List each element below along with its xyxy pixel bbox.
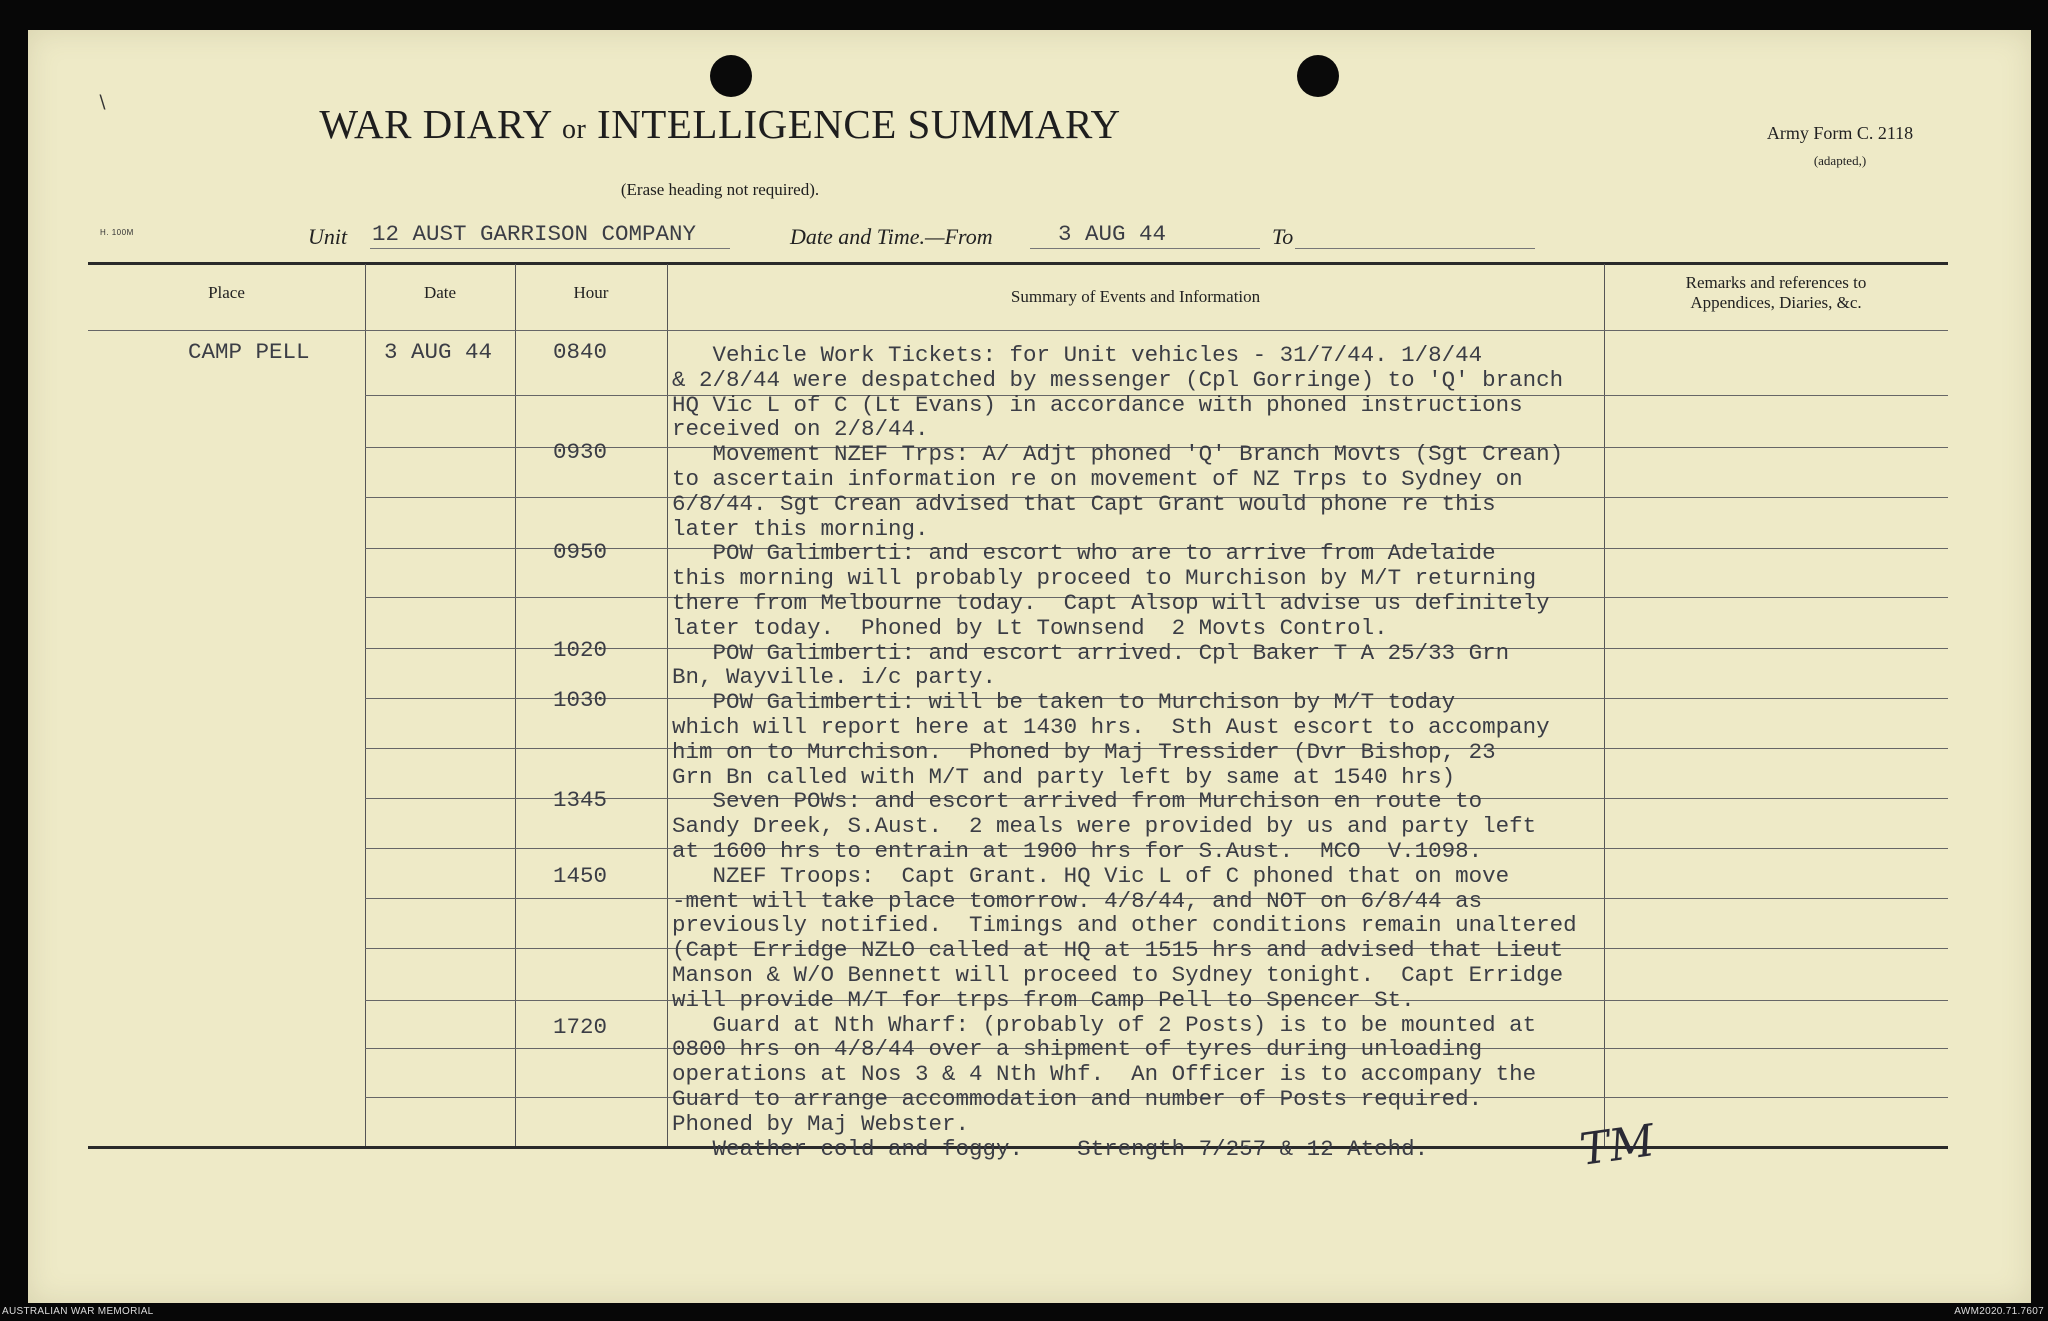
remarks-header-line1: Remarks and references to: [1685, 273, 1867, 292]
footer-left: AUSTRALIAN WAR MEMORIAL: [2, 1306, 154, 1317]
to-label: To: [1272, 224, 1294, 249]
summary-line: & 2/8/44 were despatched by messenger (Cpl Gorringe) to 'Q' branch: [672, 366, 1564, 393]
summary-line: which will report here at 1430 hrs. Sth Aust escort to accompany: [672, 714, 1550, 740]
summary-line: later this morning.: [672, 515, 929, 542]
page-title: [0, 100, 1440, 148]
datetime-label: Date and Time.—From: [790, 224, 993, 249]
column-divider-date: [515, 264, 516, 1146]
summary-line: -ment will take place tomorrow. 4/8/44, and NOT on 6/8/44 as: [672, 887, 1483, 914]
remarks-header-line2: Appendices, Diaries, &c.: [1690, 293, 1862, 312]
column-divider-summary: [1604, 264, 1605, 1146]
summary-line: 6/8/44. Sgt Crean advised that Capt Grant would phone re this: [672, 490, 1496, 517]
binder-hole-right: [1297, 55, 1339, 97]
diary-page: [28, 30, 2031, 1303]
summary-line: to ascertain information re on movement of NZ Trps to Sydney on: [672, 466, 1523, 492]
summary-line: will provide M/T for trps from Camp Pell to Spencer St.: [672, 986, 1415, 1013]
hour-entry: 0950: [553, 539, 608, 565]
from-underline: [1030, 248, 1260, 249]
summary-line: Bn, Wayville. i/c party.: [672, 664, 997, 691]
summary-line: 0800 hrs on 4/8/44 over a shipment of tyres during unloading: [672, 1036, 1483, 1063]
summary-line: him on to Murchison. Phoned by Maj Tressider (Dvr Bishop, 23: [672, 738, 1496, 765]
summary-line: Phoned by Maj Webster.: [672, 1110, 970, 1137]
summary-line: POW Galimberti: will be taken to Murchison by M/T today: [672, 689, 1456, 716]
column-header-hour: Hour: [573, 283, 609, 302]
title-war-diary: WAR DIARY: [319, 101, 552, 147]
hour-entry: 0840: [553, 339, 608, 365]
summary-line: Vehicle Work Tickets: for Unit vehicles - 31/7/44. 1/8/44: [672, 342, 1483, 368]
to-underline: [1295, 248, 1535, 249]
summary-line: Weather cold and foggy. Strength 7/257 & 12 Atchd.: [672, 1135, 1429, 1162]
entry-place: CAMP PELL: [188, 339, 310, 365]
hour-entry: 1020: [553, 637, 608, 663]
unit-label: Unit: [308, 224, 348, 249]
page-subtitle: (Erase heading not required).: [620, 180, 820, 199]
summary-line: Sandy Dreek, S.Aust. 2 meals were provided by us and party left: [672, 813, 1537, 840]
binder-hole-left: [710, 55, 752, 97]
summary-line: received on 2/8/44.: [672, 416, 929, 443]
column-divider-place: [365, 264, 366, 1146]
summary-line: Guard at Nth Wharf: (probably of 2 Posts) is to be mounted at: [672, 1011, 1537, 1038]
summary-line: previously notified. Timings and other conditions remain unaltered: [672, 912, 1577, 939]
hour-entry: 1450: [553, 863, 608, 889]
entry-date: 3 AUG 44: [384, 339, 493, 365]
summary-line: POW Galimberti: and escort who are to arrive from Adelaide: [672, 540, 1496, 567]
army-form-number: Army Form C. 2118: [1766, 123, 1914, 143]
summary-line: NZEF Troops: Capt Grant. HQ Vic L of C phoned that on move: [672, 862, 1510, 889]
margin-tick-mark: ∖: [96, 92, 108, 112]
summary-line: this morning will probably proceed to Murchison by M/T returning: [672, 565, 1537, 592]
unit-underline: [370, 248, 730, 249]
summary-line: later today. Phoned by Lt Townsend 2 Movts Control.: [672, 614, 1388, 641]
summary-line: Seven POWs: and escort arrived from Murchison en route to: [672, 788, 1483, 815]
column-header-remarks: [1604, 273, 1948, 313]
column-header-date: Date: [423, 283, 457, 302]
hour-entry: 1720: [553, 1014, 608, 1040]
title-intelligence-summary: INTELLIGENCE SUMMARY: [597, 101, 1121, 147]
summary-line: Movement NZEF Trps: A/ Adjt phoned 'Q' Branch Movts (Sgt Crean): [672, 441, 1564, 468]
table-rule-line: [88, 330, 1948, 331]
summary-line: there from Melbourne today. Capt Alsop will advise us definitely: [672, 590, 1550, 616]
print-code: H. 100M: [100, 228, 134, 237]
hour-entry: 1345: [553, 787, 608, 813]
summary-line: Grn Bn called with M/T and party left by same at 1540 hrs): [672, 763, 1456, 790]
column-header-place: Place: [208, 283, 245, 302]
summary-line: (Capt Erridge NZLO called at HQ at 1515 hrs and advised that Lieut: [672, 937, 1564, 964]
summary-line: Manson & W/O Bennett will proceed to Sydney tonight. Capt Erridge: [672, 962, 1564, 988]
hour-entry: 1030: [553, 687, 608, 713]
column-header-summary: Summary of Events and Information: [1010, 287, 1261, 306]
unit-value: 12 AUST GARRISON COMPANY: [372, 221, 697, 247]
from-value: 3 AUG 44: [1058, 221, 1167, 247]
title-or: or: [561, 114, 587, 145]
army-form-adapted: (adapted,): [1813, 153, 1867, 168]
summary-line: operations at Nos 3 & 4 Nth Whf. An Officer is to accompany the: [672, 1061, 1537, 1088]
summary-line: POW Galimberti: and escort arrived. Cpl Baker T A 25/33 Grn: [672, 639, 1510, 666]
summary-line: at 1600 hrs to entrain at 1900 hrs for S.Aust. MCO V.1098.: [672, 838, 1483, 864]
summary-line: HQ Vic L of C (Lt Evans) in accordance with phoned instructions: [672, 391, 1523, 418]
summary-line: Guard to arrange accommodation and number of Posts required.: [672, 1086, 1483, 1112]
hour-entry: 0930: [553, 439, 608, 465]
column-divider-hour: [667, 264, 668, 1146]
table-top-rule: [88, 262, 1948, 265]
footer-right: AWM2020.71.7607: [1954, 1306, 2044, 1317]
signature-initials: TM: [1576, 1115, 1658, 1176]
